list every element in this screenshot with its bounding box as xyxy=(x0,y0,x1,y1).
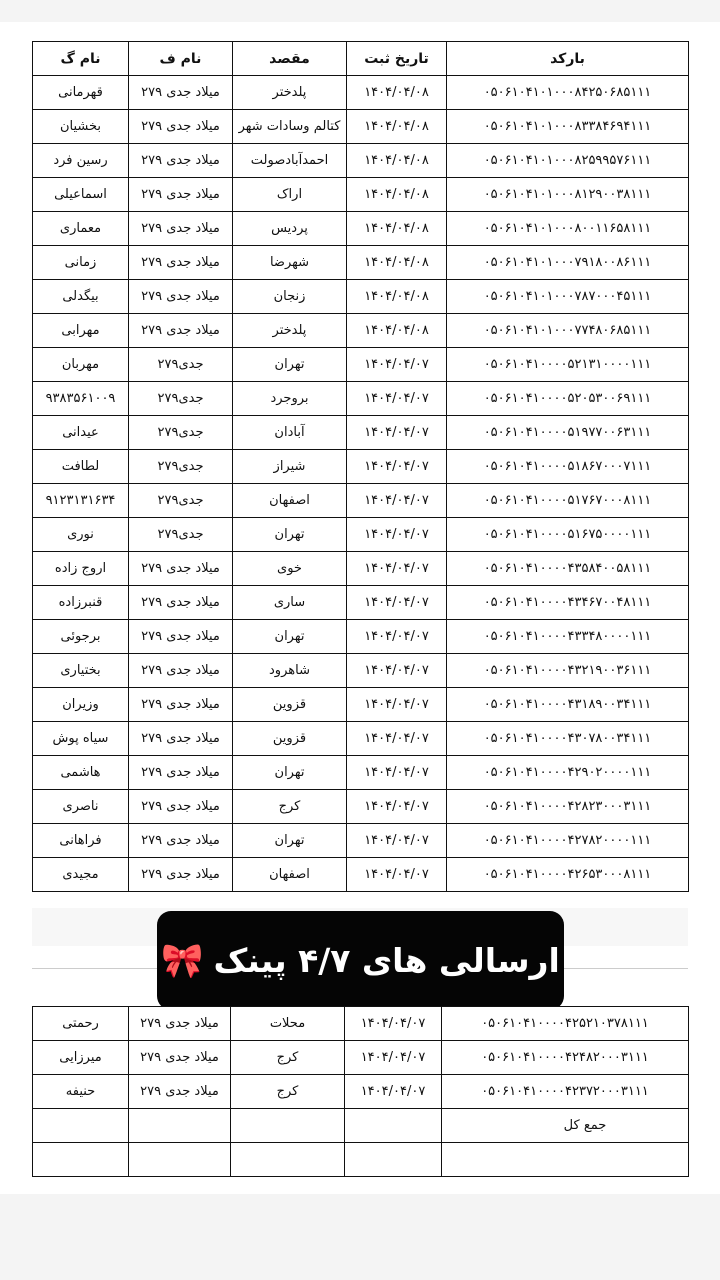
table-row xyxy=(33,76,689,110)
table-row xyxy=(33,586,689,620)
cell-destination: ساری xyxy=(233,586,347,620)
table-row xyxy=(33,382,689,416)
cell-first-name: جدی۲۷۹ xyxy=(129,450,233,484)
cell-barcode: ۰۵۰۶۱۰۴۱۰۰۰۰۴۲۳۷۲۰۰۰۳۱۱۱ xyxy=(442,1075,689,1109)
table-row xyxy=(33,756,689,790)
total-empty-cell xyxy=(129,1109,231,1143)
empty-cell xyxy=(231,1143,345,1177)
empty-cell xyxy=(129,1143,231,1177)
table-row xyxy=(33,110,689,144)
cell-destination: قزوین xyxy=(233,722,347,756)
cell-destination: اصفهان xyxy=(233,858,347,892)
cell-last-name: بیگدلی xyxy=(33,280,129,314)
cell-first-name: میلاد جدی ۲۷۹ xyxy=(129,722,233,756)
table-row xyxy=(33,246,689,280)
table-row xyxy=(33,416,689,450)
cell-reg-date: ۱۴۰۴/۰۴/۰۷ xyxy=(347,382,447,416)
cell-reg-date: ۱۴۰۴/۰۴/۰۸ xyxy=(347,212,447,246)
empty-cell xyxy=(345,1143,442,1177)
cell-reg-date: ۱۴۰۴/۰۴/۰۷ xyxy=(347,858,447,892)
cell-last-name: وزیران xyxy=(33,688,129,722)
title-banner xyxy=(157,911,564,1010)
cell-destination: زنجان xyxy=(233,280,347,314)
cell-last-name: قنبرزاده xyxy=(33,586,129,620)
table-header-row xyxy=(33,42,689,76)
pink-bow-icon: 🎀 xyxy=(161,940,204,981)
cell-first-name: جدی۲۷۹ xyxy=(129,348,233,382)
cell-reg-date: ۱۴۰۴/۰۴/۰۸ xyxy=(347,110,447,144)
cell-barcode: ۰۵۰۶۱۰۴۱۰۰۰۰۵۲۱۳۱۰۰۰۰۱۱۱ xyxy=(447,348,689,382)
cell-destination: تهران xyxy=(233,824,347,858)
cell-last-name: معماری xyxy=(33,212,129,246)
cell-first-name: میلاد جدی ۲۷۹ xyxy=(129,790,233,824)
cell-last-name: حنیفه xyxy=(33,1075,129,1109)
cell-barcode: ۰۵۰۶۱۰۴۱۰۰۰۰۵۱۸۶۷۰۰۰۷۱۱۱ xyxy=(447,450,689,484)
cell-destination: تهران xyxy=(233,620,347,654)
header-destination: مقصد xyxy=(233,42,347,76)
cell-last-name: نوری xyxy=(33,518,129,552)
cell-first-name: جدی۲۷۹ xyxy=(129,416,233,450)
cell-first-name: میلاد جدی ۲۷۹ xyxy=(129,654,233,688)
cell-first-name: میلاد جدی ۲۷۹ xyxy=(129,110,233,144)
header-last-name: نام گ xyxy=(33,42,129,76)
total-empty-cell xyxy=(33,1109,129,1143)
cell-barcode: ۰۵۰۶۱۰۴۱۰۱۰۰۰۸۲۵۹۹۵۷۶۱۱۱ xyxy=(447,144,689,178)
cell-reg-date: ۱۴۰۴/۰۴/۰۷ xyxy=(347,790,447,824)
cell-reg-date: ۱۴۰۴/۰۴/۰۸ xyxy=(347,178,447,212)
cell-barcode: ۰۵۰۶۱۰۴۱۰۱۰۰۰۸۳۳۸۴۶۹۴۱۱۱ xyxy=(447,110,689,144)
cell-last-name: برجوئی xyxy=(33,620,129,654)
table-row xyxy=(33,178,689,212)
empty-cell xyxy=(442,1143,689,1177)
cell-destination: شهرضا xyxy=(233,246,347,280)
cell-last-name: اروج زاده xyxy=(33,552,129,586)
cell-barcode: ۰۵۰۶۱۰۴۱۰۰۰۰۴۳۴۶۷۰۰۴۸۱۱۱ xyxy=(447,586,689,620)
cell-destination: شیراز xyxy=(233,450,347,484)
table-row xyxy=(33,654,689,688)
cell-first-name: میلاد جدی ۲۷۹ xyxy=(129,824,233,858)
total-row xyxy=(33,1109,689,1143)
cell-reg-date: ۱۴۰۴/۰۴/۰۷ xyxy=(347,688,447,722)
cell-barcode: ۰۵۰۶۱۰۴۱۰۰۰۰۵۱۷۶۷۰۰۰۸۱۱۱ xyxy=(447,484,689,518)
cell-reg-date: ۱۴۰۴/۰۴/۰۸ xyxy=(347,246,447,280)
cell-reg-date: ۱۴۰۴/۰۴/۰۷ xyxy=(347,450,447,484)
cell-barcode: ۰۵۰۶۱۰۴۱۰۰۰۰۴۲۵۲۱۰۳۷۸۱۱۱ xyxy=(442,1007,689,1041)
cell-last-name: هاشمی xyxy=(33,756,129,790)
cell-destination: احمدآبادصولت xyxy=(233,144,347,178)
cell-last-name: رسین فرد xyxy=(33,144,129,178)
table-row xyxy=(33,1075,689,1109)
cell-reg-date: ۱۴۰۴/۰۴/۰۷ xyxy=(347,756,447,790)
cell-first-name: میلاد جدی ۲۷۹ xyxy=(129,280,233,314)
table-row xyxy=(33,144,689,178)
header-reg-date: تاریخ ثبت xyxy=(347,42,447,76)
cell-last-name: میرزایی xyxy=(33,1041,129,1075)
cell-reg-date: ۱۴۰۴/۰۴/۰۷ xyxy=(345,1041,442,1075)
cell-last-name: اسماعیلی xyxy=(33,178,129,212)
cell-first-name: میلاد جدی ۲۷۹ xyxy=(129,246,233,280)
cell-last-name: مهرابی xyxy=(33,314,129,348)
cell-barcode: ۰۵۰۶۱۰۴۱۰۰۰۰۴۲۹۰۲۰۰۰۰۱۱۱ xyxy=(447,756,689,790)
cell-last-name: زمانی xyxy=(33,246,129,280)
cell-last-name: ۹۳۸۳۵۶۱۰۰۹ xyxy=(33,382,129,416)
cell-destination: کرج xyxy=(231,1075,345,1109)
cell-reg-date: ۱۴۰۴/۰۴/۰۷ xyxy=(347,586,447,620)
cell-first-name: میلاد جدی ۲۷۹ xyxy=(129,620,233,654)
cell-destination: تهران xyxy=(233,518,347,552)
cell-barcode: ۰۵۰۶۱۰۴۱۰۱۰۰۰۸۴۲۵۰۶۸۵۱۱۱ xyxy=(447,76,689,110)
cell-destination: قزوین xyxy=(233,688,347,722)
cell-destination: کرج xyxy=(233,790,347,824)
table-row xyxy=(33,484,689,518)
table-row xyxy=(33,858,689,892)
empty-row xyxy=(33,1143,689,1177)
header-barcode: بارکد xyxy=(447,42,689,76)
cell-destination: کتالم وسادات شهر xyxy=(233,110,347,144)
table-row xyxy=(33,518,689,552)
table-row xyxy=(33,314,689,348)
cell-barcode: ۰۵۰۶۱۰۴۱۰۰۰۰۴۲۶۵۳۰۰۰۸۱۱۱ xyxy=(447,858,689,892)
cell-first-name: میلاد جدی ۲۷۹ xyxy=(129,76,233,110)
table-row xyxy=(33,450,689,484)
cell-last-name: ۹۱۲۳۱۳۱۶۳۴ xyxy=(33,484,129,518)
table-row xyxy=(33,790,689,824)
total-empty-cell xyxy=(231,1109,345,1143)
cell-destination: پردیس xyxy=(233,212,347,246)
table-row xyxy=(33,348,689,382)
cell-reg-date: ۱۴۰۴/۰۴/۰۷ xyxy=(347,722,447,756)
cell-destination: تهران xyxy=(233,756,347,790)
cell-last-name: بخشیان xyxy=(33,110,129,144)
cell-first-name: میلاد جدی ۲۷۹ xyxy=(129,178,233,212)
cell-first-name: میلاد جدی ۲۷۹ xyxy=(129,756,233,790)
cell-reg-date: ۱۴۰۴/۰۴/۰۷ xyxy=(347,620,447,654)
cell-reg-date: ۱۴۰۴/۰۴/۰۷ xyxy=(347,348,447,382)
cell-destination: آبادان xyxy=(233,416,347,450)
cell-first-name: میلاد جدی ۲۷۹ xyxy=(129,586,233,620)
cell-barcode: ۰۵۰۶۱۰۴۱۰۰۰۰۴۲۴۸۲۰۰۰۳۱۱۱ xyxy=(442,1041,689,1075)
cell-first-name: میلاد جدی ۲۷۹ xyxy=(129,858,233,892)
cell-barcode: ۰۵۰۶۱۰۴۱۰۱۰۰۰۸۱۲۹۰۰۳۸۱۱۱ xyxy=(447,178,689,212)
cell-destination: اراک xyxy=(233,178,347,212)
cell-barcode: ۰۵۰۶۱۰۴۱۰۰۰۰۵۱۹۷۷۰۰۶۳۱۱۱ xyxy=(447,416,689,450)
cell-reg-date: ۱۴۰۴/۰۴/۰۸ xyxy=(347,314,447,348)
cell-destination: پلدختر xyxy=(233,314,347,348)
cell-last-name: ناصری xyxy=(33,790,129,824)
cell-destination: محلات xyxy=(231,1007,345,1041)
cell-last-name: سیاه پوش xyxy=(33,722,129,756)
cell-last-name: عیدانی xyxy=(33,416,129,450)
cell-last-name: قهرمانی xyxy=(33,76,129,110)
cell-reg-date: ۱۴۰۴/۰۴/۰۷ xyxy=(347,518,447,552)
cell-barcode: ۰۵۰۶۱۰۴۱۰۰۰۰۴۳۳۴۸۰۰۰۰۱۱۱ xyxy=(447,620,689,654)
cell-barcode: ۰۵۰۶۱۰۴۱۰۰۰۰۵۲۰۵۳۰۰۶۹۱۱۱ xyxy=(447,382,689,416)
cell-last-name: فراهانی xyxy=(33,824,129,858)
cell-last-name: مجیدی xyxy=(33,858,129,892)
cell-first-name: میلاد جدی ۲۷۹ xyxy=(129,1007,231,1041)
cell-reg-date: ۱۴۰۴/۰۴/۰۷ xyxy=(347,416,447,450)
banner-text: ارسالی های ۴/۷ پینک xyxy=(213,941,560,980)
cell-barcode: ۰۵۰۶۱۰۴۱۰۰۰۰۴۲۷۸۲۰۰۰۰۱۱۱ xyxy=(447,824,689,858)
cell-barcode: ۰۵۰۶۱۰۴۱۰۰۰۰۴۲۸۲۳۰۰۰۳۱۱۱ xyxy=(447,790,689,824)
table-row xyxy=(33,212,689,246)
total-label: جمع کل xyxy=(442,1109,689,1143)
shipment-table xyxy=(32,41,689,892)
cell-first-name: میلاد جدی ۲۷۹ xyxy=(129,212,233,246)
cell-first-name: میلاد جدی ۲۷۹ xyxy=(129,314,233,348)
total-empty-cell xyxy=(345,1109,442,1143)
cell-reg-date: ۱۴۰۴/۰۴/۰۷ xyxy=(347,654,447,688)
cell-destination: اصفهان xyxy=(233,484,347,518)
cell-barcode: ۰۵۰۶۱۰۴۱۰۱۰۰۰۸۰۰۱۱۶۵۸۱۱۱ xyxy=(447,212,689,246)
cell-first-name: جدی۲۷۹ xyxy=(129,484,233,518)
cell-barcode: ۰۵۰۶۱۰۴۱۰۰۰۰۴۳۱۸۹۰۰۳۴۱۱۱ xyxy=(447,688,689,722)
shipment-table-continued xyxy=(32,1006,689,1177)
cell-reg-date: ۱۴۰۴/۰۴/۰۷ xyxy=(345,1075,442,1109)
cell-reg-date: ۱۴۰۴/۰۴/۰۷ xyxy=(347,484,447,518)
cell-barcode: ۰۵۰۶۱۰۴۱۰۱۰۰۰۷۸۷۰۰۰۴۵۱۱۱ xyxy=(447,280,689,314)
cell-barcode: ۰۵۰۶۱۰۴۱۰۰۰۰۵۱۶۷۵۰۰۰۰۱۱۱ xyxy=(447,518,689,552)
cell-first-name: میلاد جدی ۲۷۹ xyxy=(129,552,233,586)
cell-first-name: میلاد جدی ۲۷۹ xyxy=(129,144,233,178)
cell-reg-date: ۱۴۰۴/۰۴/۰۸ xyxy=(347,76,447,110)
cell-destination: تهران xyxy=(233,348,347,382)
cell-last-name: مهربان xyxy=(33,348,129,382)
cell-first-name: جدی۲۷۹ xyxy=(129,518,233,552)
table-row xyxy=(33,1007,689,1041)
cell-destination: پلدختر xyxy=(233,76,347,110)
cell-destination: خوی xyxy=(233,552,347,586)
cell-destination: کرج xyxy=(231,1041,345,1075)
empty-cell xyxy=(33,1143,129,1177)
cell-last-name: لطافت xyxy=(33,450,129,484)
cell-reg-date: ۱۴۰۴/۰۴/۰۸ xyxy=(347,144,447,178)
cell-destination: شاهرود xyxy=(233,654,347,688)
cell-last-name: بختیاری xyxy=(33,654,129,688)
table-row xyxy=(33,722,689,756)
cell-destination: بروجرد xyxy=(233,382,347,416)
table-row xyxy=(33,552,689,586)
cell-reg-date: ۱۴۰۴/۰۴/۰۷ xyxy=(345,1007,442,1041)
cell-first-name: میلاد جدی ۲۷۹ xyxy=(129,1041,231,1075)
table-row xyxy=(33,824,689,858)
cell-barcode: ۰۵۰۶۱۰۴۱۰۱۰۰۰۷۷۴۸۰۶۸۵۱۱۱ xyxy=(447,314,689,348)
cell-reg-date: ۱۴۰۴/۰۴/۰۷ xyxy=(347,552,447,586)
cell-last-name: رحمتی xyxy=(33,1007,129,1041)
cell-first-name: میلاد جدی ۲۷۹ xyxy=(129,1075,231,1109)
cell-first-name: جدی۲۷۹ xyxy=(129,382,233,416)
table-row xyxy=(33,1041,689,1075)
table-row xyxy=(33,688,689,722)
cell-first-name: میلاد جدی ۲۷۹ xyxy=(129,688,233,722)
table-row xyxy=(33,620,689,654)
cell-barcode: ۰۵۰۶۱۰۴۱۰۰۰۰۴۳۵۸۴۰۰۵۸۱۱۱ xyxy=(447,552,689,586)
cell-barcode: ۰۵۰۶۱۰۴۱۰۰۰۰۴۳۰۷۸۰۰۳۴۱۱۱ xyxy=(447,722,689,756)
cell-reg-date: ۱۴۰۴/۰۴/۰۸ xyxy=(347,280,447,314)
cell-reg-date: ۱۴۰۴/۰۴/۰۷ xyxy=(347,824,447,858)
header-first-name: نام ف xyxy=(129,42,233,76)
cell-barcode: ۰۵۰۶۱۰۴۱۰۱۰۰۰۷۹۱۸۰۰۸۶۱۱۱ xyxy=(447,246,689,280)
table-row xyxy=(33,280,689,314)
cell-barcode: ۰۵۰۶۱۰۴۱۰۰۰۰۴۳۲۱۹۰۰۳۶۱۱۱ xyxy=(447,654,689,688)
